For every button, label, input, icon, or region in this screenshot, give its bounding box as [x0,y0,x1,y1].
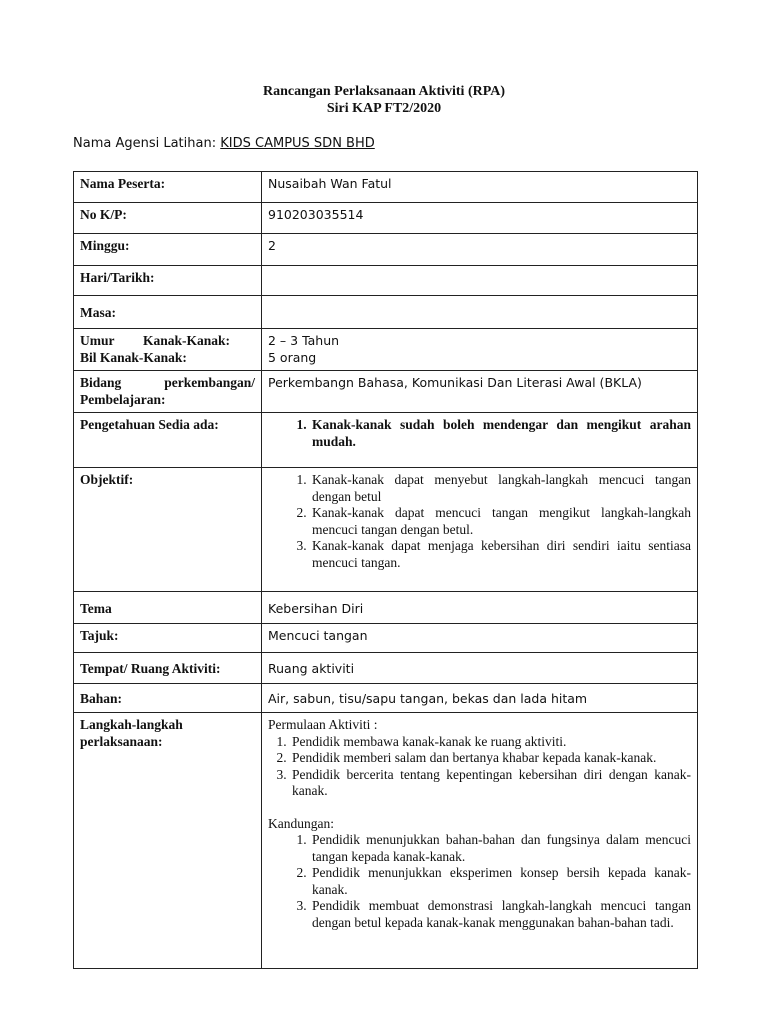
bidang-value: Perkembangn Bahasa, Komunikasi Dan Literasi Awal (BKLA) [262,371,698,413]
bil-label: Bil Kanak-Kanak: [80,349,187,365]
langkah-label [74,713,262,969]
kandungan-heading: Kandungan: [268,815,334,831]
kandungan-item: 3. Pendidik membuat demonstrasi langkah-langkah mencuci tangan dengan betul kepada kanak-kanak menggunakan bahan-bahan tadi. [310,898,691,931]
kp-label: No K/P: [74,203,262,234]
title-line-1: Rancangan Perlaksanaan Aktiviti (RPA) [262,84,506,99]
umur-value-1: 2 – 3 Tahun [268,333,340,348]
row-minggu [74,234,698,266]
row-kp [74,203,698,234]
tema-label: Tema [74,592,262,624]
row-tema [74,592,698,624]
pembelajaran-label: Pembelajaran: [80,391,166,407]
bahan-value: Air, sabun, tisu/sapu tangan, bekas dan lada hitam [262,684,698,713]
agency-value: KIDS CAMPUS SDN BHD [220,136,375,151]
bahan-label: Bahan: [74,684,262,713]
row-peserta [74,172,698,203]
hari-label: Hari/Tarikh: [74,266,262,296]
row-bahan [74,684,698,713]
row-objektif [74,468,698,592]
objektif-label: Objektif: [74,468,262,592]
row-langkah [74,713,698,969]
peserta-label: Nama Peserta: [74,172,262,203]
umur-value-2: 5 orang [268,349,317,365]
tajuk-value: Mencuci tangan [262,624,698,653]
pengetahuan-label: Pengetahuan Sedia ada: [74,413,262,468]
permulaan-item: 2. Pendidik memberi salam dan bertanya khabar kepada kanak-kanak. [290,750,691,767]
langkah-value [262,713,698,969]
minggu-label: Minggu: [74,234,262,266]
langkah-label-2: perlaksanaan: [80,733,163,749]
tempat-label: Tempat/ Ruang Aktiviti: [74,653,262,684]
permulaan-heading: Permulaan Aktiviti : [268,717,378,732]
row-masa [74,296,698,329]
bidang-label-a: Bidang [80,375,122,390]
row-pengetahuan [74,413,698,468]
kandungan-item: 2. Pendidik menunjukkan eksperimen konsep bersih kepada kanak-kanak. [310,865,691,898]
bidang-label-b: perkembangan/ [164,375,255,390]
agency-line [73,136,375,151]
langkah-label-1: Langkah-langkah [80,717,183,732]
row-tempat [74,653,698,684]
objektif-item: 3. Kanak-kanak dapat menjaga kebersihan diri sendiri iaitu sentiasa mencuci tangan. [310,538,691,571]
permulaan-list [268,734,691,800]
row-tajuk [74,624,698,653]
kandungan-list [268,832,691,931]
document-title [0,83,768,117]
minggu-value: 2 [262,234,698,266]
tema-value: Kebersihan Diri [262,592,698,624]
kandungan-item: 1. Pendidik menunjukkan bahan-bahan dan fungsinya dalam mencuci tangan kepada kanak-kanak. [310,832,691,865]
umur-label-b: Kanak-Kanak: [142,333,230,348]
pengetahuan-item: 1. Kanak-kanak sudah boleh mendengar dan mengikut arahan mudah. [310,417,691,450]
bidang-label [74,371,262,413]
kp-value: 910203035514 [262,203,698,234]
hari-value [262,266,698,296]
umur-label [74,329,262,371]
row-hari [74,266,698,296]
agency-label: Nama Agensi Latihan: [73,136,217,151]
tajuk-label: Tajuk: [74,624,262,653]
row-umur [74,329,698,371]
umur-label-a: Umur [80,333,115,348]
permulaan-item: 1. Pendidik membawa kanak-kanak ke ruang aktiviti. [290,734,691,751]
permulaan-item: 3. Pendidik bercerita tentang kepentingan kebersihan diri dengan kanak-kanak. [290,767,691,800]
masa-value [262,296,698,329]
umur-value [262,329,698,371]
masa-label: Masa: [74,296,262,329]
objektif-value [262,468,698,592]
row-bidang [74,371,698,413]
pengetahuan-value [262,413,698,468]
pengetahuan-list [268,417,691,450]
objektif-item: 1. Kanak-kanak dapat menyebut langkah-langkah mencuci tangan dengan betul [310,472,691,505]
tempat-value: Ruang aktiviti [262,653,698,684]
title-line-2: Siri KAP FT2/2020 [326,101,442,116]
objektif-item: 2. Kanak-kanak dapat mencuci tangan mengikut langkah-langkah mencuci tangan dengan betul. [310,505,691,538]
rpa-table [73,171,698,969]
objektif-list [268,472,691,571]
peserta-value: Nusaibah Wan Fatul [262,172,698,203]
section-gap [268,800,691,816]
